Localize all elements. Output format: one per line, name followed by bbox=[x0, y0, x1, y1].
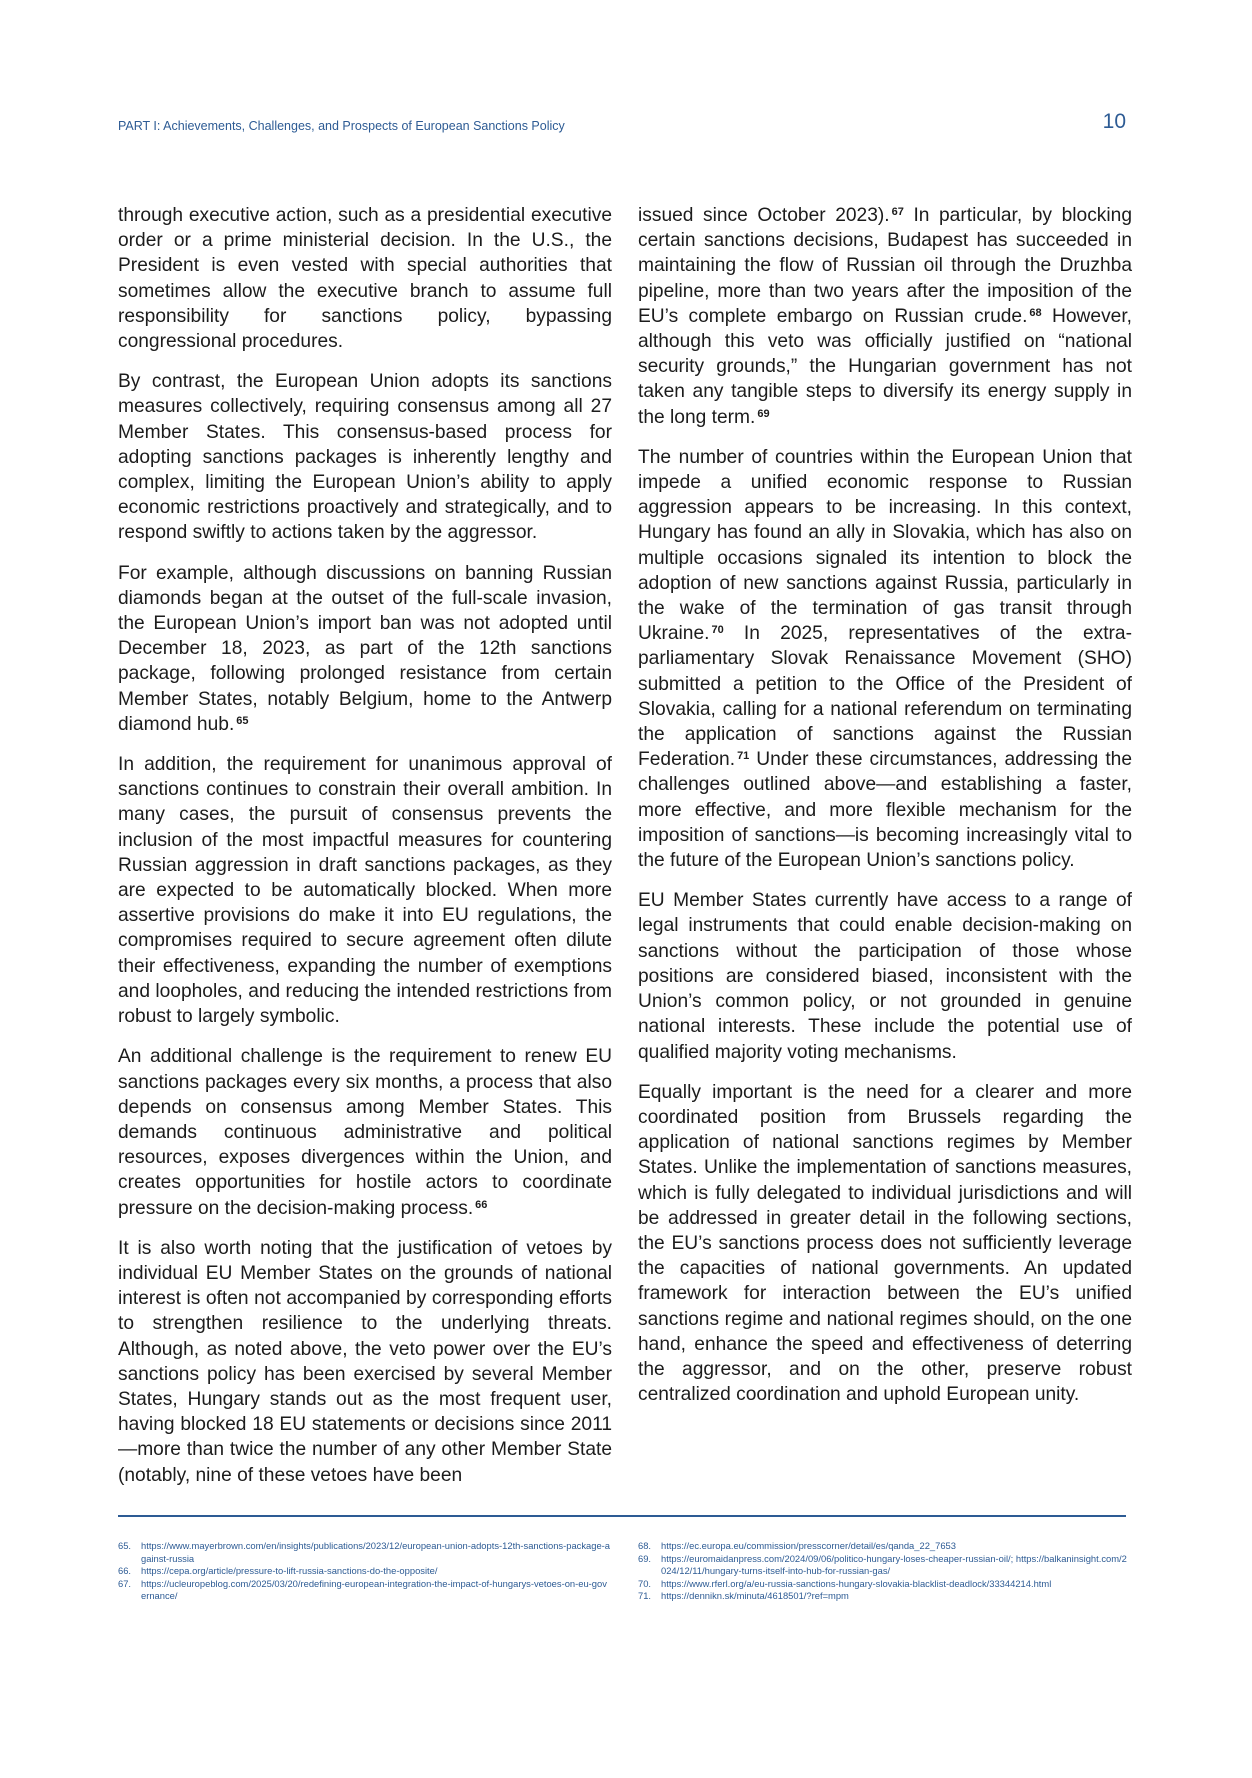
paragraph-text: Equally important is the need for a clearer and more coordinated position from Brussels regarding the application of national sanctions regimes by Member States. Unlike the implementation of sanctions measures, which is fully delegated to individual jurisdictions and will be addressed in greater detail in the following sections, the EU’s sanctions process does not sufficiently leverage the capacities of national governments. An updated framework for interaction between the EU’s unified sanctions regime and national regimes should, on the one hand, enhance the speed and effectiveness of deterring the aggressor, and on the other, preserve robust centralized coordination and uphold European unity. bbox=[638, 1081, 1132, 1406]
paragraph bbox=[118, 561, 612, 737]
footnote-reference[interactable]: 71 bbox=[737, 750, 750, 763]
footnote-item bbox=[638, 1578, 1132, 1591]
footnote-reference[interactable]: 69 bbox=[757, 407, 770, 420]
paragraph-text: The number of countries within the European Union that impede a unified economic response to Russian aggression appears to be increasing. In this context, Hungary has found an ally in Slovakia, which has also on multiple occasions signaled its intention to block the adoption of new sanctions against Russia, particularly in the wake of the termination of gas transit through Ukraine. bbox=[638, 446, 1132, 645]
paragraph-text: In addition, the requirement for unanimous approval of sanctions continues to constrain their overall ambition. In many cases, the pursuit of consensus prevents the inclusion of the most impactful measures for countering Russian aggression in draft sanctions packages, as they are expected to be automatically blocked. When more assertive provisions do make it into EU regulations, the compromises required to secure agreement often dilute their effectiveness, expanding the number of exemptions and loopholes, and reducing the intended restrictions from robust to largely symbolic. bbox=[118, 754, 612, 1028]
paragraph bbox=[638, 888, 1132, 1064]
footnote-item bbox=[118, 1565, 612, 1578]
paragraph-text: through executive action, such as a presidential executive order or a prime ministerial decision. In the U.S., the President is even vested with special authorities that sometimes allow the executive branch to assume full responsibility for sanctions policy, bypassing congressional procedures. bbox=[118, 205, 612, 353]
footnote-reference[interactable]: 70 bbox=[711, 624, 724, 637]
paragraph-text: EU Member States currently have access to a range of legal instruments that could enable decision-making on sanctions without the participation of those whose positions are considered biased, inconsistent with the Union’s common policy, or not grounded in genuine national interests. These include the potential use of qualified majority voting mechanisms. bbox=[638, 890, 1132, 1063]
footnote-item bbox=[118, 1540, 612, 1565]
paragraph bbox=[118, 1044, 612, 1220]
paragraph-text: In particular, by blocking certain sanctions decisions, Budapest has succeeded in maintaining the flow of Russian oil through the Druzhba pipeline, more than two years after the imposition of the EU’s complete embargo on Russian crude. bbox=[638, 205, 1132, 327]
paragraph bbox=[638, 1080, 1132, 1408]
right-column bbox=[638, 203, 1132, 1422]
paragraph-text: However, although this veto was officially justified on “national security grounds,” the Hungarian government has not taken any tangible steps to diversify its energy supply in the long term. bbox=[638, 305, 1132, 428]
footnote-number: 65. bbox=[118, 1540, 132, 1551]
footnote-item bbox=[118, 1578, 612, 1603]
paragraph-text: It is also worth noting that the justification of vetoes by individual EU Member States on the grounds of national interest is often not accompanied by corresponding efforts to strengthen resilience to the underlying threats. Although, as noted above, the veto power over the EU’s sanctions policy has been exercised by several Member States, Hungary stands out as the most frequent user, having blocked 18 EU statements or decisions since 2011—more than twice the number of any other Member State (notably, nine of these vetoes have been bbox=[118, 1237, 612, 1486]
paragraph bbox=[638, 445, 1132, 873]
footnote-link[interactable]: https://ucleuropeblog.com/2025/03/20/redefining-european-integration-the-impact-of-hungarys-vetoes-on-eu-governance/ bbox=[141, 1577, 607, 1602]
page-header bbox=[118, 108, 1126, 140]
paragraph bbox=[118, 1236, 612, 1488]
footnotes-right bbox=[638, 1540, 1132, 1603]
footnote-number: 68. bbox=[638, 1540, 652, 1551]
footnote-number: 66. bbox=[118, 1565, 132, 1577]
footnote-link[interactable]: https://www.rferl.org/a/eu-russia-sanctions-hungary-slovakia-blacklist-deadlock/33344214.html bbox=[661, 1577, 1052, 1589]
footnotes-left bbox=[118, 1540, 612, 1603]
footnote-item bbox=[638, 1540, 1132, 1553]
footnote-number: 67. bbox=[118, 1577, 132, 1589]
footnote-link[interactable]: https://dennikn.sk/minuta/4618501/?ref=mpm bbox=[661, 1590, 849, 1602]
footnote-item bbox=[638, 1553, 1132, 1578]
paragraph bbox=[118, 369, 612, 545]
footnote-reference[interactable]: 65 bbox=[236, 714, 249, 727]
paragraph-text: An additional challenge is the requirement to renew EU sanctions packages every six months, a process that also depends on consensus among Member States. This demands continuous administrative and political resources, exposes divergences within the Union, and creates opportunities for hostile actors to coordinate pressure on the decision-making process. bbox=[118, 1046, 612, 1219]
paragraph-text: For example, although discussions on banning Russian diamonds began at the outset of the full-scale invasion, the European Union’s import ban was not adopted until December 18, 2023, as part of the 12th sanctions package, following prolonged resistance from certain Member States, notably Belgium, home to the Antwerp diamond hub. bbox=[118, 562, 612, 735]
footnote-reference[interactable]: 67 bbox=[891, 206, 904, 218]
footnote-reference[interactable]: 68 bbox=[1029, 306, 1042, 319]
paragraph bbox=[118, 203, 612, 354]
paragraph-text: By contrast, the European Union adopts its sanctions measures collectively, requiring consensus among all 27 Member States. This consensus-based process for adopting sanctions packages is inherently lengthy and complex, limiting the European Union’s ability to apply economic restrictions proactively and strategically, and to respond swiftly to actions taken by the aggressor. bbox=[118, 371, 612, 544]
paragraph-text: In 2025, representatives of the extra-parliamentary Slovak Renaissance Movement (SHO) submitted a petition to the Office of the President of Slovakia, calling for a national referendum on terminating the application of sanctions against the Russian Federation. bbox=[638, 623, 1132, 771]
footnote-link[interactable]: https://ec.europa.eu/commission/presscorner/detail/es/qanda_22_7653 bbox=[661, 1540, 956, 1551]
paragraph bbox=[118, 752, 612, 1029]
footnote-reference[interactable]: 66 bbox=[475, 1198, 488, 1211]
footnote-divider bbox=[118, 1515, 1126, 1517]
footnote-link[interactable]: https://euromaidanpress.com/2024/09/06/politico-hungary-loses-cheaper-russian-oil/; https://balkaninsight.com/2024/12/11/hungary-turns-itself-into-hub-for-russian-gas/ bbox=[661, 1552, 1127, 1577]
footnote-item bbox=[638, 1590, 1132, 1603]
footnote-number: 69. bbox=[638, 1552, 652, 1564]
footnote-link[interactable]: https://www.mayerbrown.com/en/insights/publications/2023/12/european-union-adopts-12th-sanctions-package-against-russia bbox=[141, 1540, 611, 1564]
paragraph-text: issued since October 2023). bbox=[638, 205, 890, 226]
left-column bbox=[118, 203, 612, 1503]
paragraph-text: Under these circumstances, addressing the challenges outlined above—and establishing a faster, more effective, and more flexible mechanism for the imposition of sanctions—is becoming increasingly vital to the future of the European Union’s sanctions policy. bbox=[638, 749, 1132, 872]
footnote-link[interactable]: https://cepa.org/article/pressure-to-lift-russia-sanctions-do-the-opposite/ bbox=[141, 1565, 438, 1577]
running-header-title: PART I: Achievements, Challenges, and Prospects of European Sanctions Policy bbox=[118, 119, 565, 133]
page-number: 10 bbox=[1102, 110, 1126, 133]
paragraph bbox=[638, 203, 1132, 430]
footnote-number: 71. bbox=[638, 1590, 652, 1602]
footnote-number: 70. bbox=[638, 1577, 652, 1589]
